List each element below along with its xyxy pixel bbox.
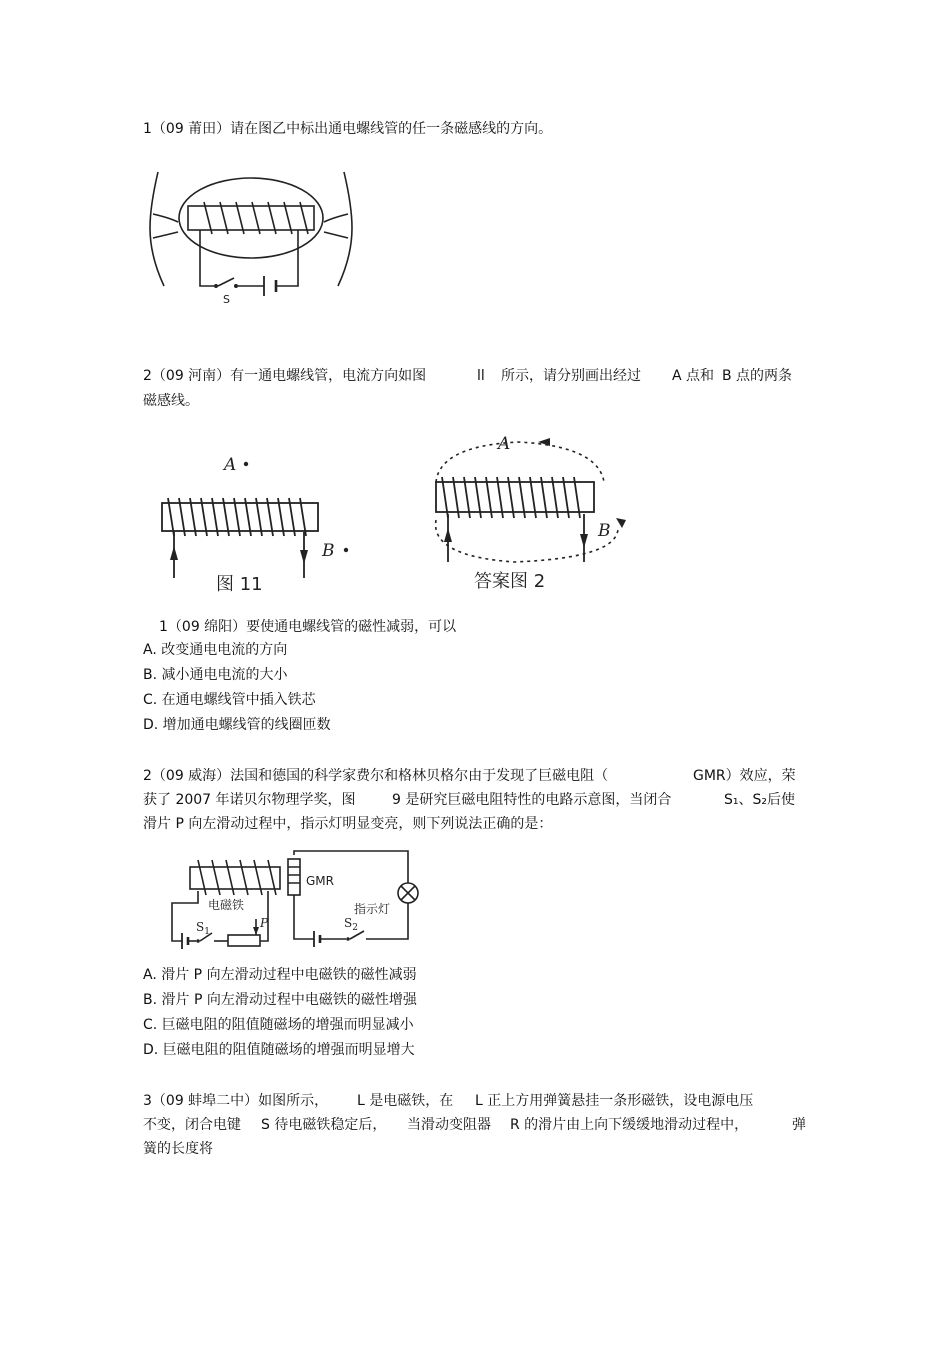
q5-line1-c: L 正上方用弹簧悬挂一条形磁铁，设电源电压 <box>475 1093 754 1109</box>
q2-stem-line2: 磁感线。 <box>143 393 199 409</box>
q4-label-s2-sub: 2 <box>352 923 358 933</box>
q5-line1-a: 3（09 蚌埠二中）如图所示， <box>143 1093 329 1109</box>
q4-option-d: D. 巨磁电阻的阻值随磁场的增强而明显增大 <box>143 1042 415 1058</box>
q4-label-s1: $S_1$ <box>196 920 210 937</box>
q5-line2-e: 弹 <box>792 1117 806 1133</box>
q4-option-a: A. 滑片 P 向左滑动过程中电磁铁的磁性减弱 <box>143 967 417 983</box>
q2-left-caption: 图 11 <box>216 574 263 595</box>
q2-stem-fig: ll <box>477 368 485 384</box>
q2-right-label-a: A <box>498 434 511 454</box>
q4-line1-b: GMR）效应，荣 <box>693 768 796 784</box>
q4-label-gmr: GMR <box>306 874 334 888</box>
q1-stem: 1（09 莆田）请在图乙中标出通电螺线管的任一条磁感线的方向。 <box>143 121 553 137</box>
q2-figure-left <box>158 448 358 598</box>
q3-option-b: B. 减小通电电流的大小 <box>143 667 288 683</box>
q2-left-label-b: B <box>322 541 335 561</box>
q4-line2-b: 9 是研究巨磁电阻特性的电路示意图，当闭合 <box>392 792 672 808</box>
q4-label-s1-sub: 1 <box>204 927 210 937</box>
q1-switch-label: S <box>223 293 230 306</box>
q5-line2-c: 当滑动变阻器 <box>407 1117 491 1133</box>
q5-line1-b: L 是电磁铁，在 <box>357 1093 454 1109</box>
q4-line2-c: S₁、S₂后使 <box>724 792 795 808</box>
q2-stem-d: B 点的两条 <box>722 368 793 384</box>
q2-stem-a: 2（09 河南）有一通电螺线管，电流方向如图 <box>143 368 427 384</box>
q4-label-s2: $S_2$ <box>344 916 358 933</box>
q2-right-label-b: B <box>598 521 611 541</box>
q2-figure-right <box>418 432 638 597</box>
q3-option-d: D. 增加通电螺线管的线圈匝数 <box>143 717 331 733</box>
q4-label-p: P <box>260 916 269 930</box>
q3-stem: 1（09 绵阳）要使通电螺线管的磁性减弱，可以 <box>159 619 457 635</box>
q4-option-c: C. 巨磁电阻的阻值随磁场的增强而明显减小 <box>143 1017 414 1033</box>
q4-line1-a: 2（09 威海）法国和德国的科学家费尔和格林贝格尔由于发现了巨磁电阻（ <box>143 768 609 784</box>
q4-line2-a: 获了 2007 年诺贝尔物理学奖，图 <box>143 792 356 808</box>
q5-line2-d: R 的滑片由上向下缓缓地滑动过程中， <box>510 1117 749 1133</box>
q4-label-electromagnet: 电磁铁 <box>208 898 245 912</box>
q3-option-a: A. 改变通电电流的方向 <box>143 642 288 658</box>
q4-option-b: B. 滑片 P 向左滑动过程中电磁铁的磁性增强 <box>143 992 417 1008</box>
q2-stem-b: 所示，请分别画出经过 <box>501 368 641 384</box>
q4-line3: 滑片 P 向左滑动过程中，指示灯明显变亮，则下列说法正确的是： <box>143 816 553 832</box>
q1-solenoid-figure <box>148 168 368 318</box>
q2-stem-c: A 点和 <box>672 368 715 384</box>
q5-line2-a: 不变，闭合电键 <box>143 1117 241 1133</box>
q4-gmr-circuit <box>168 855 418 950</box>
q2-left-label-a: A <box>224 455 237 475</box>
q2-right-caption: 答案图 2 <box>474 571 546 592</box>
q4-label-lamp: 指示灯 <box>354 902 391 916</box>
q5-line3: 簧的长度将 <box>143 1141 213 1157</box>
q3-option-c: C. 在通电螺线管中插入铁芯 <box>143 692 316 708</box>
q5-line2-b: S 待电磁铁稳定后， <box>261 1117 387 1133</box>
